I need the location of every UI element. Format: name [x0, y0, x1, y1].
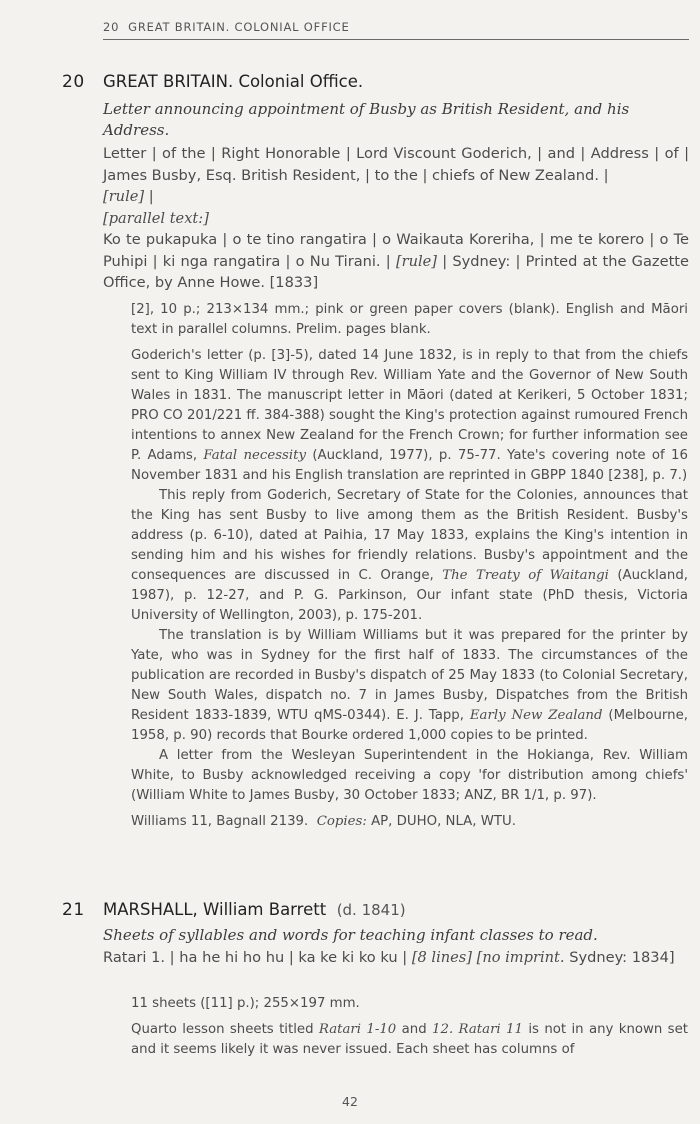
note-italic: 12. Ratari 11: [432, 1022, 523, 1037]
note-text: This reply from Goderich, Secretary of State for the Colonies, announces that the King has sent Busby to live among them as the British Resident. Busby's address (p. 6-10), dated at Paihia, 17 May 1833, explains the King's intention in sending him and his wishes for friendly relations. Busby's appointment and the consequences are discussed in C. Orange,: [131, 488, 688, 583]
note-paragraph: [131, 346, 688, 486]
running-head-page-number: 20: [103, 20, 120, 34]
note-text: Quarto lesson sheets titled: [131, 1022, 314, 1037]
imprint: | Sydney: | Printed at the Gazette Office, by Anne Howe. [1833]: [103, 252, 689, 291]
note-paragraph: [131, 1020, 688, 1060]
parallel-text-note: [parallel text:]: [103, 209, 209, 227]
entry-heading: [103, 72, 363, 91]
entry-title: Sheets of syllables and words for teaching infant classes to read.: [103, 926, 598, 944]
title-transcription-english: [103, 143, 689, 294]
transcription-text: Letter | of the | Right Honorable | Lord Viscount Goderich, | and | Address | of | James Busby, Esq. British Resident, | to the | chiefs of New Zealand. |: [103, 145, 689, 184]
note-italic: Ratari 1-10: [318, 1022, 397, 1037]
note-italic: The Treaty of Waitangi: [442, 568, 609, 583]
collation: [2], 10 p.; 213×134 mm.; pink or green paper covers (blank). English and Māori text in parallel columns. Prelim. pages blank.: [131, 302, 688, 337]
note-text: The translation is by William Williams but it was prepared for the printer by Yate, who was in Sydney for the first half of 1833. The circumstances of the publication are recorded in Busby's dispatch of 25 May 1833 (to Colonial Secretary, New South Wales, dispatch no. 7 in James Busby, Dispatches from the British Resident 1833-1839, WTU qMS-0344). E. J. Tapp,: [131, 628, 688, 723]
entry-heading-text: GREAT BRITAIN. Colonial Office: [103, 72, 358, 91]
entry-heading-text: MARSHALL, William Barrett: [103, 900, 327, 919]
note-text: (Auckland, 1977), p. 75-77. Yate's covering note of 16 November 1831 and his English translation are reprinted in GBPP 1840 [238], p. 7.): [131, 448, 688, 483]
note-text: (Melbourne, 1958, p. 90) records that Bourke ordered 1,000 copies to be printed.: [131, 708, 688, 743]
folio-page-number: 42: [342, 1094, 358, 1109]
note-text: and: [401, 1022, 427, 1037]
entry-title: Letter announcing appointment of Busby as British Resident, and his Address.: [103, 100, 630, 139]
title-transcription: [103, 947, 689, 969]
note-text: (Auckland, 1987), p. 12-27, and P. G. Parkinson, Our infant state (PhD thesis, Victoria University of Wellington, 2003), p. 175-201.: [131, 568, 689, 623]
reference-list: Williams 11, Bagnall 2139.: [131, 814, 309, 829]
entry-notes: [131, 1020, 688, 1060]
imprint: Sydney: 1834]: [569, 949, 675, 966]
note-paragraph: [131, 626, 688, 746]
rule-bar: |: [148, 188, 154, 205]
lines-note: [8 lines]: [411, 949, 472, 966]
entry-number: 20: [62, 72, 85, 92]
author-dates: (d. 1841): [336, 901, 406, 919]
copies-label: Copies:: [316, 814, 367, 829]
imprint-note: [no imprint.: [476, 949, 565, 966]
running-head: [103, 20, 350, 34]
rule-note-2: [rule]: [395, 252, 438, 270]
transcription-text: Ratari 1. | ha he hi ho hu | ka ke ki ko ku |: [103, 949, 408, 966]
collation: 11 sheets ([11] p.); 255×197 mm.: [131, 996, 360, 1011]
note-paragraph: [131, 486, 688, 626]
note-paragraph: A letter from the Wesleyan Superintendent in the Hokianga, Rev. William White, to Busby acknowledged receiving a copy 'for distribution among chiefs' (William White to James Busby, 30 October 1833; ANZ, BR 1/1, p. 97).: [131, 748, 688, 803]
note-text: Goderich's letter (p. [3]-5), dated 14 June 1832, is in reply to that from the chiefs sent to King William IV through Rev. William Yate and the Governor of New South Wales in 1831. The manuscript letter in Māori (dated at Kerikeri, 5 October 1831; PRO CO 201/221 ff. 384-388) sought the King's protection against rumoured French intentions to annex New Zealand for the French Crown; for further information see P. Adams,: [131, 348, 688, 463]
note-italic: Early New Zealand: [469, 708, 603, 723]
entry-number: 21: [62, 900, 85, 920]
note-text: is not in any known set and it seems likely it was never issued. Each sheet has columns of: [131, 1022, 689, 1057]
entry-heading: [103, 900, 406, 919]
entry-heading-period: .: [357, 72, 364, 91]
references: [131, 812, 688, 832]
rule-note: [rule]: [103, 188, 145, 205]
running-head-rule: [103, 39, 689, 40]
entry-notes: [131, 346, 688, 832]
running-head-title: GREAT BRITAIN. COLONIAL OFFICE: [128, 20, 350, 34]
note-italic: Fatal necessity: [203, 448, 306, 463]
transcription-maori: Ko te pukapuka | o te tino rangatira | o Waikauta Koreriha, | me te korero | o Te Puhipi | ki nga rangatira | o Nu Tirani. |: [103, 231, 689, 270]
copies-list: AP, DUHO, NLA, WTU.: [371, 814, 516, 829]
